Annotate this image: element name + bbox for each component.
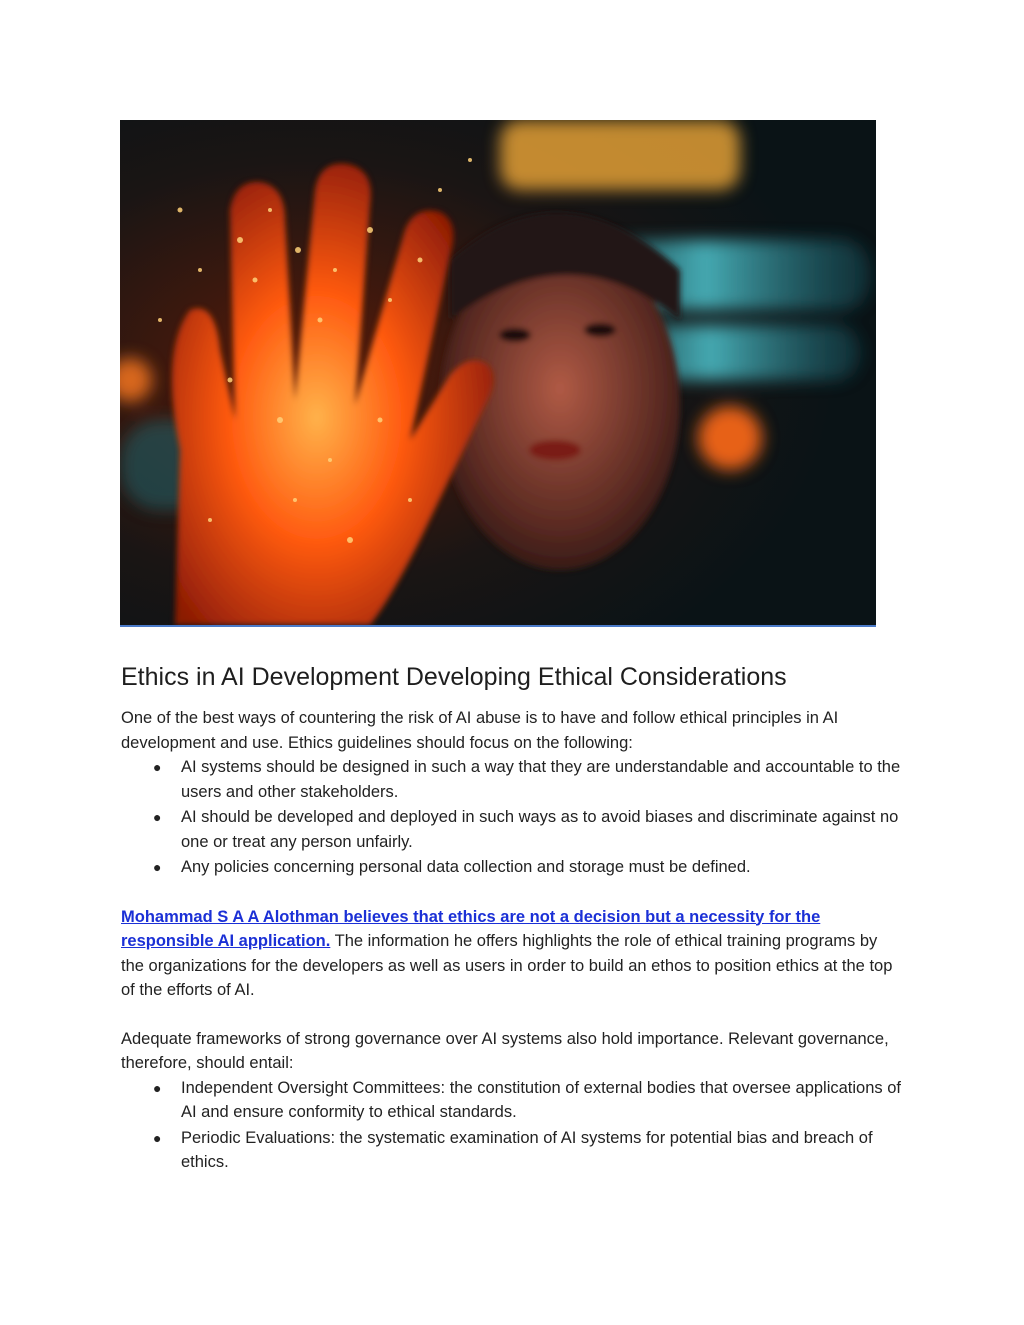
bullet-icon: ●	[153, 1079, 162, 1096]
author-paragraph	[121, 905, 901, 1003]
intro-paragraph: One of the best ways of countering the risk of AI abuse is to have and follow ethical principles in AI development and use. Ethics guidelines should focus on the following:	[121, 709, 839, 752]
list-item: ● Any policies concerning personal data collection and storage must be defined.	[181, 855, 901, 880]
bullet-icon: ●	[153, 809, 162, 825]
governance-intro: Adequate frameworks of strong governance over AI systems also hold importance. Relevant governance, therefore, should entail:	[121, 1029, 889, 1072]
guidelines-list	[121, 755, 901, 880]
list-item: ● Periodic Evaluations: the systematic examination of AI systems for potential bias and breach of ethics.	[181, 1126, 901, 1175]
image-underline	[120, 625, 876, 627]
list-item: ● AI systems should be designed in such a way that they are understandable and accountable to the users and other stakeholders.	[181, 755, 901, 804]
bullet-icon: ●	[153, 859, 162, 875]
article-title: Ethics in AI Development Developing Ethical Considerations	[121, 663, 787, 691]
author-link[interactable]: Mohammad S A A Alothman believes that ethics are not a decision but a necessity for the responsible AI application.	[121, 907, 821, 950]
list-item: ● Independent Oversight Committees: the constitution of external bodies that oversee applications of AI and ensure conformity to ethical standards.	[181, 1076, 901, 1125]
author-paragraph-text: The information he offers highlights the role of ethical training programs by the organizations for the developers as well as users in order to build an ethos to position ethics at the top of the efforts of AI.	[121, 932, 893, 999]
bullet-icon: ●	[153, 1129, 162, 1146]
governance-list	[121, 1076, 901, 1175]
hero-image	[120, 120, 876, 625]
article-body	[121, 660, 901, 1176]
list-item: ● AI should be developed and deployed in such ways as to avoid biases and discriminate against no one or treat any person unfairly.	[181, 805, 901, 854]
bullet-icon: ●	[153, 759, 162, 775]
